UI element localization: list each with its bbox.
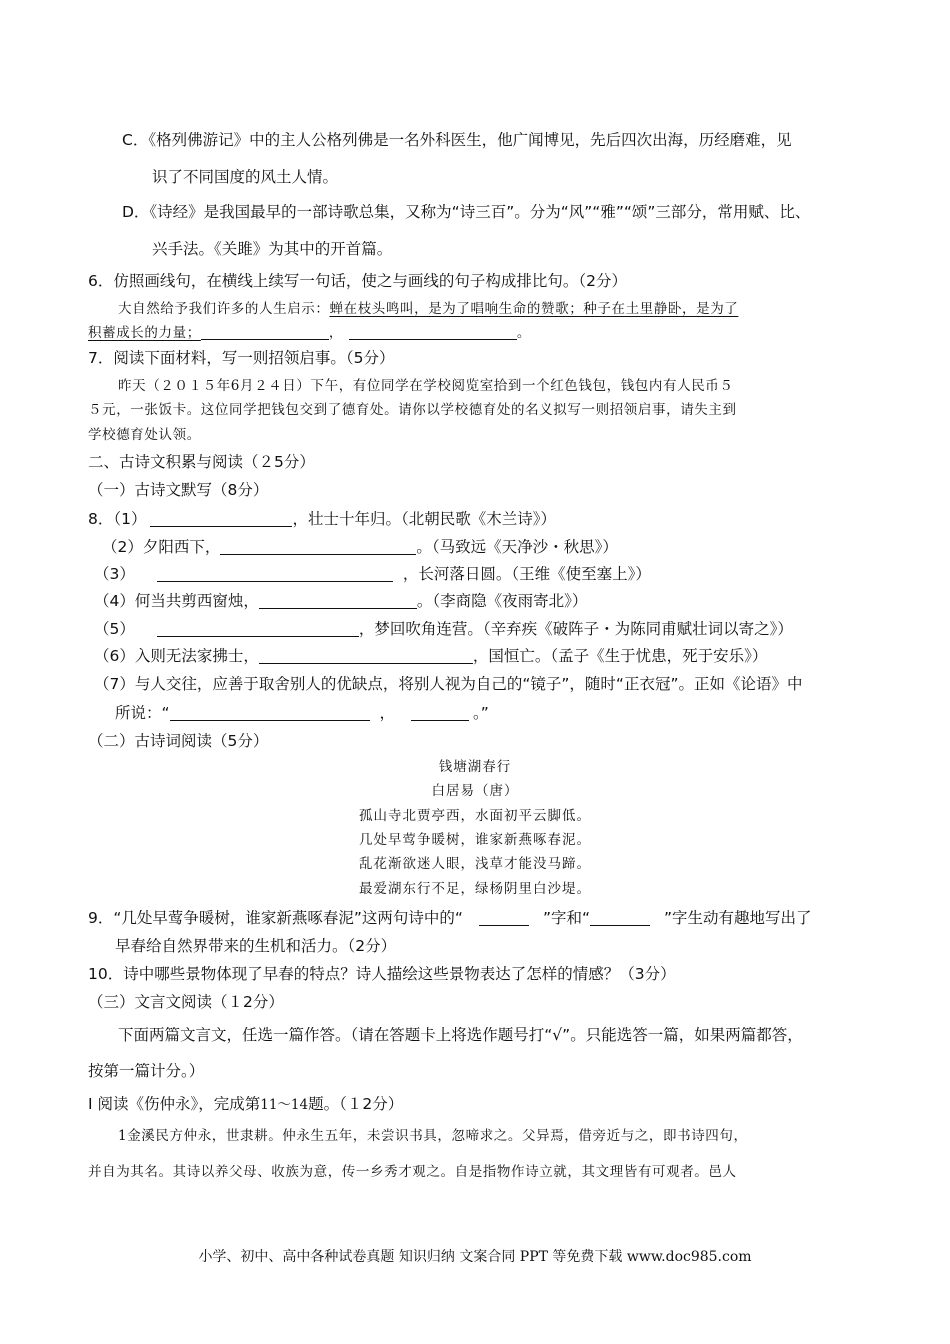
page-footer: 小学、初中、高中各种试卷真题 知识归纳 文案合同 PPT 等免费下载 www.doc985.com: [198, 1249, 752, 1265]
q8-blank-7b[interactable]: [411, 704, 469, 721]
question-7-line1: 昨天（２０１５年6月２４日）下午，有位同学在学校阅览室拾到一个红色钱包，钱包内有人民币５: [118, 378, 734, 394]
question-10: 10．诗中哪些景物体现了早春的特点？诗人描绘这些景物表达了怎样的情感？（3分）: [88, 965, 676, 983]
option-d-line1: D．《诗经》是我国最早的一部诗歌总集，又称为“诗三百”。分为“风”“雅”“颂”三部分，常用赋、比、: [122, 203, 811, 221]
part-1-title-a: Ⅰ 阅读《伤仲永》，完成第: [88, 1095, 261, 1113]
poem-title: 钱塘湖春行: [438, 759, 512, 775]
part-1-title: [88, 1093, 403, 1116]
q8-blank-1[interactable]: [150, 510, 292, 527]
q6-blank-1[interactable]: [201, 323, 329, 340]
q8-p3-text: ，长河落日圆。（王维《使至塞上》）: [402, 565, 651, 583]
q6-end: 。: [516, 325, 532, 341]
q8-p1-label: 8．（1）: [88, 510, 147, 528]
part-1-title-c: 题。（１2分）: [308, 1095, 404, 1113]
q8-p7-sep: ，: [379, 704, 396, 722]
section-2-sub2-title: （二）古诗词阅读（5分）: [88, 732, 269, 750]
q8-part-7-line1: （7）与人交往，应善于取舍别人的优缺点，将别人视为自己的“镜子”，随时“正衣冠”。正如《论语》中: [94, 675, 803, 693]
sub3-intro-line1: 下面两篇文言文，任选一篇作答。（请在答题卡上将选作题号打“√”。只能选答一篇，如果两篇都答，: [118, 1026, 803, 1044]
q9-text-c: ”字生动有趣地写出了: [664, 909, 812, 927]
q8-p4-text: 。（李商隐《夜雨寄北》）: [416, 592, 588, 610]
question-7-line2: ５元，一张饭卡。这位同学把钱包交到了德育处。请你以学校德育处的名义拟写一则招领启事，请失主到: [88, 402, 737, 418]
q6-underlined-sentence: 蝉在枝头鸣叫，是为了唱响生命的赞歌；种子在土里静卧，是为了: [329, 301, 739, 317]
poem-line-2: 几处早莺争暖树，谁家新燕啄春泥。: [359, 832, 591, 848]
q8-blank-2[interactable]: [220, 538, 416, 555]
q8-p6-label: （6）入则无法家拂士，: [94, 647, 259, 665]
q8-part-2: [102, 536, 618, 558]
part-1-title-range: 11～14: [260, 1097, 309, 1113]
poem-line-4: 最爱湖东行不足，绿杨阴里白沙堤。: [359, 881, 591, 897]
section-2-sub3-title: （三）文言文阅读（１2分）: [88, 993, 284, 1011]
q8-part-1: [88, 508, 556, 530]
q8-blank-3[interactable]: [157, 565, 393, 582]
q8-p5-label: （5）: [94, 620, 135, 638]
q8-part-3: [94, 563, 651, 585]
q8-part-6: [94, 645, 767, 667]
question-6-title: 6．仿照画线句，在横线上续写一句话，使之与画线的句子构成排比句。（2分）: [88, 272, 627, 290]
poem-line-1: 孤山寺北贾亭西，水面初平云脚低。: [359, 808, 591, 824]
q8-blank-7a[interactable]: [170, 704, 370, 721]
q9-blank-2[interactable]: [590, 909, 650, 926]
option-d-line2: 兴手法。《关雎》为其中的开首篇。: [152, 240, 393, 258]
q8-p3-label: （3）: [94, 565, 135, 583]
q8-p2-label: （2）夕阳西下，: [102, 538, 221, 556]
q8-part-5: [94, 618, 793, 640]
q8-blank-5[interactable]: [157, 620, 359, 637]
q8-part-7-line2: [115, 702, 489, 724]
part-1-text-line2: 并自为其名。其诗以养父母、收族为意，传一乡秀才观之。自是指物作诗立就，其文理皆有可观者。邑人: [88, 1164, 737, 1180]
section-2-sub1-title: （一）古诗文默写（8分）: [88, 481, 269, 499]
option-c-line1: C．《格列佛游记》中的主人公格列佛是一名外科医生，他广闻博见，先后四次出海，历经磨难，见: [122, 131, 792, 149]
section-2-title: 二、古诗文积累与阅读（２5分）: [88, 453, 315, 471]
q8-p5-text: ，梦回吹角连营。（辛弃疾《破阵子・为陈同甫赋壮词以寄之》）: [358, 620, 793, 638]
q8-p6-text: ，国恒亡。（孟子《生于忧患，死于安乐》）: [472, 647, 768, 665]
q8-blank-6[interactable]: [259, 647, 473, 664]
question-6-line1: [118, 298, 738, 320]
q9-text-a: 9．“几处早莺争暖树，谁家新燕啄春泥”这两句诗中的“: [88, 909, 463, 927]
sub3-intro-line2: 按第一篇计分。）: [88, 1062, 205, 1080]
q8-p4-label: （4）何当共剪西窗烛，: [94, 592, 259, 610]
q6-blank-2[interactable]: [349, 323, 517, 340]
q9-text-b: ”字和“: [542, 909, 591, 927]
q8-p7-prefix: 所说：“: [115, 704, 170, 722]
question-7-line3: 学校德育处认领。: [88, 427, 201, 443]
q6-prefix: 大自然给予我们许多的人生启示：: [118, 301, 330, 317]
question-7-title: 7．阅读下面材料，写一则招领启事。（5分）: [88, 349, 395, 367]
question-9-line1: [88, 907, 812, 929]
part-1-text-line1: 1金溪民方仲永，世隶耕。仲永生五年，未尝识书具，忽啼求之。父异焉，借旁近与之，即书诗四句，: [118, 1128, 748, 1144]
q6-underlined-end: 积蓄成长的力量；: [88, 325, 201, 341]
q8-p1-text: ，壮士十年归。（北朝民歌《木兰诗》）: [292, 510, 556, 528]
poem-line-3: 乱花渐欲迷人眼，浅草才能没马蹄。: [359, 856, 591, 872]
q8-part-4: [94, 590, 587, 612]
question-9-line2: 早春给自然界带来的生机和活力。（2分）: [115, 937, 397, 955]
option-c-line2: 识了不同国度的风土人情。: [152, 168, 339, 186]
q8-p2-text: 。（马致远《天净沙・秋思》）: [416, 538, 618, 556]
q9-blank-1[interactable]: [479, 909, 529, 926]
q8-p7-end: 。”: [473, 704, 489, 722]
q8-blank-4[interactable]: [259, 592, 417, 609]
q6-separator: ，: [328, 325, 343, 341]
question-6-line2: [88, 322, 531, 344]
poem-author: 白居易（唐）: [431, 783, 519, 799]
